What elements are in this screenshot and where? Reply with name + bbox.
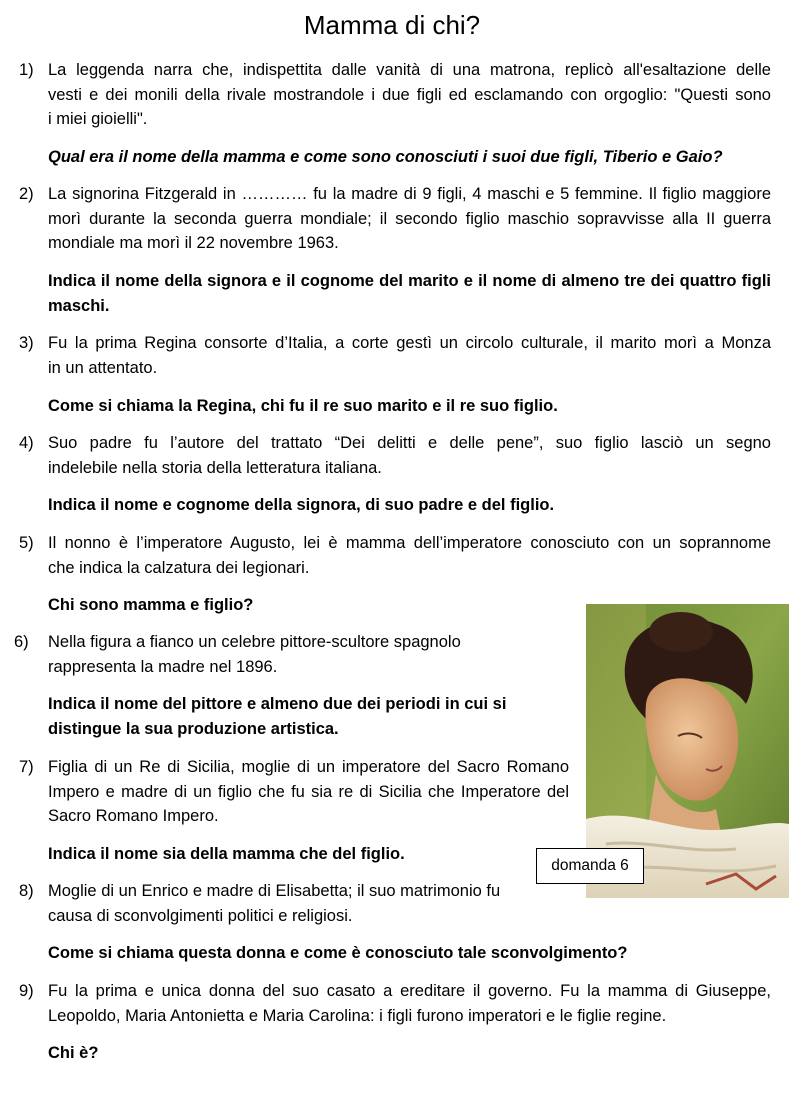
question-text-4 [48,431,771,480]
question-text-9 [48,979,771,1028]
question-number-8: 8) [19,882,34,900]
text-line: rappresenta la madre nel 1896. [48,657,278,676]
text-line: in un attentato. [48,358,158,377]
page-title: Mamma di chi? [303,10,481,40]
text-line: i miei gioielli". [48,110,148,128]
image-caption: domanda 6 [536,848,644,884]
question-prompt-1: Qual era il nome della mamma e come sono conosciuti i suoi due figli, Tiberio e Gaio? [48,148,723,166]
question-prompt-3: Come si chiama la Regina, chi fu il re suo marito e il re suo figlio. [48,397,558,415]
text-line: La leggenda narra che, indispettita dalle vanità di una matrona, replicò all'esaltazione delle [48,61,771,79]
question-number-5: 5) [19,534,34,552]
question-number-1: 1) [19,61,34,79]
question-text-1 [48,58,771,132]
text-line: morì durante la seconda guerra mondiale; il secondo figlio maschio sopravvisse alla II guerra [48,209,771,228]
text-line: maschi. [48,296,110,315]
text-line: Indica il nome della signora e il cognome del marito e il nome di almeno tre dei quattro figli [48,272,771,290]
question-number-9: 9) [19,982,34,1000]
text-line: Fu la prima Regina consorte d’Italia, a corte gestì un circolo culturale, il marito morì a Monza [48,334,771,352]
question-text-2 [48,182,771,256]
question-number-3: 3) [19,334,34,352]
text-line: Suo padre fu l’autore del trattato “Dei delitti e delle pene”, suo figlio lasciò un segno [48,434,771,452]
question-text-3 [48,331,771,380]
text-line: Indica il nome del pittore e almeno due dei periodi in cui si [48,695,507,713]
question-number-2: 2) [19,185,34,203]
question-prompt-5: Chi sono mamma e figlio? [48,596,254,614]
question-prompt-8: Come si chiama questa donna e come è conosciuto tale sconvolgimento? [48,944,628,962]
text-line: causa di sconvolgimenti politici e religiosi. [48,906,353,925]
question-number-6: 6) [14,633,29,651]
question-text-5 [48,531,771,580]
question-prompt-7: Indica il nome sia della mamma che del figlio. [48,845,405,863]
text-line: Nella figura a fianco un celebre pittore-scultore spagnolo [48,633,461,651]
text-line: indelebile nella storia della letteratura italiana. [48,458,382,477]
question-number-4: 4) [19,434,34,452]
question-number-7: 7) [19,758,34,776]
text-line: Leopoldo, Maria Antonietta e Maria Carolina: i figli furono imperatori e le figlie regine. [48,1006,667,1025]
question-prompt-2 [48,269,771,318]
text-line: La signorina Fitzgerald in ………… fu la madre di 9 figli, 4 maschi e 5 femmine. Il figlio maggiore [48,185,771,203]
text-line: Figlia di un Re di Sicilia, moglie di un imperatore del Sacro Romano [48,758,569,776]
question-text-8 [48,879,528,928]
text-line: Sacro Romano Impero. [48,807,219,825]
text-line: che indica la calzatura dei legionari. [48,558,310,577]
text-line: vesti e dei monili della rivale mostrandole i due figli ed esclamando con orgoglio: "Questi sono [48,85,771,104]
text-line: distingue la sua produzione artistica. [48,719,339,738]
text-line: Il nonno è l’imperatore Augusto, lei è mamma dell’imperatore conosciuto con un soprannome [48,534,771,552]
question-prompt-9: Chi è? [48,1044,99,1062]
question-prompt-6 [48,692,518,741]
question-text-6 [48,630,508,679]
question-prompt-4: Indica il nome e cognome della signora, di suo padre e del figlio. [48,496,555,514]
question-text-7 [48,755,569,829]
text-line: Impero e madre di un figlio che fu sia re di Sicilia che Imperatore del [48,782,569,801]
text-line: Moglie di un Enrico e madre di Elisabetta; il suo matrimonio fu [48,882,501,900]
text-line: Fu la prima e unica donna del suo casato a ereditare il governo. Fu la mamma di Giuseppe, [48,982,771,1000]
text-line: mondiale ma morì il 22 novembre 1963. [48,234,339,252]
